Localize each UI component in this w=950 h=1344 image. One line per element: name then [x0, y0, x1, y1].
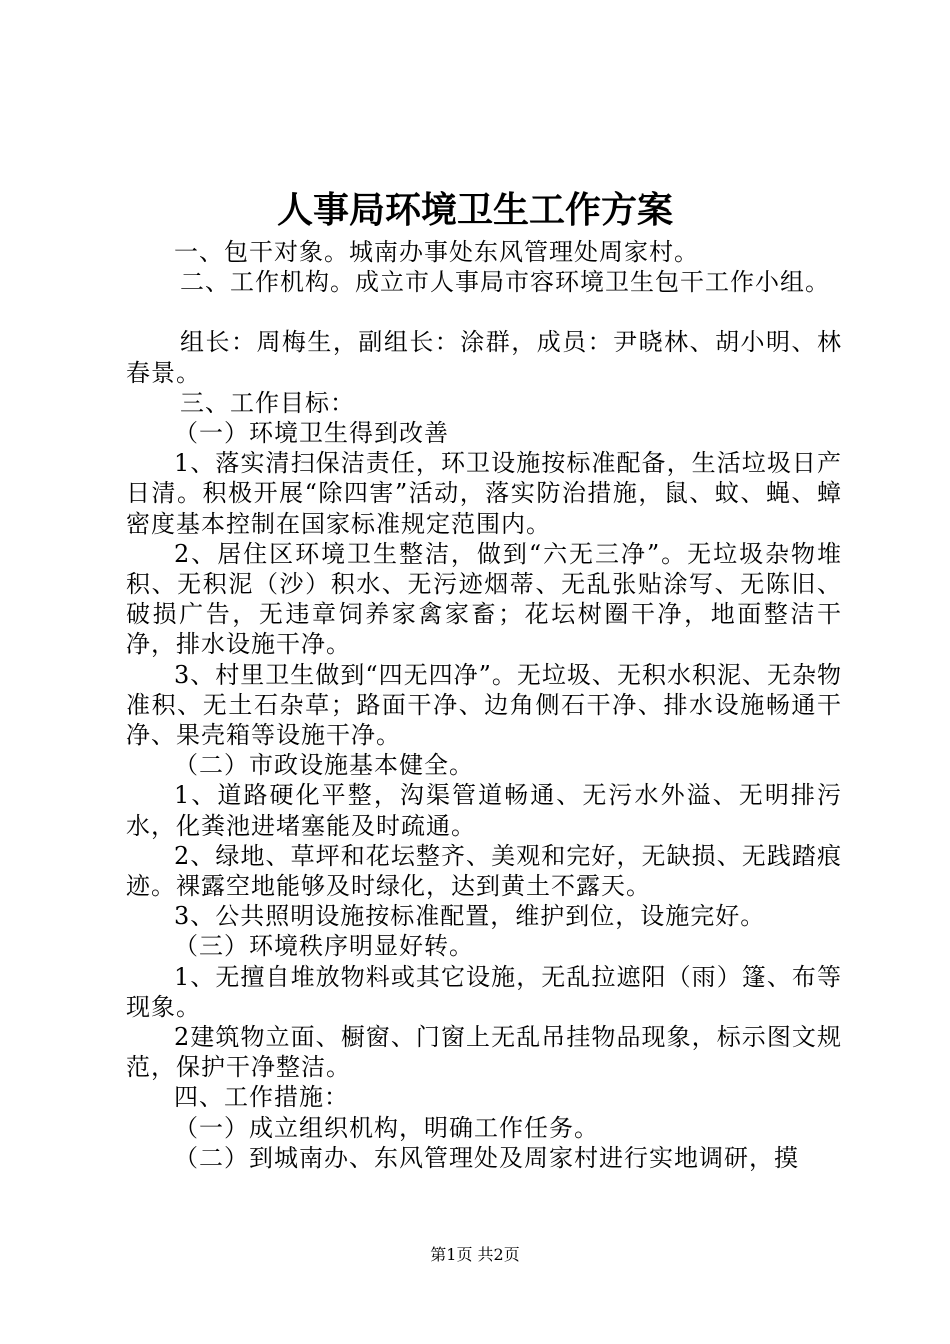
paragraph: 二、工作机构。成立市人事局市容环境卫生包干工作小组。 [180, 268, 830, 297]
document-body [126, 237, 842, 1173]
paragraph: 3、公共照明设施按标准配置，维护到位，设施完好。 [174, 902, 766, 931]
paragraph: 四、工作措施： [174, 1083, 349, 1112]
paragraph: 2、居住区环境卫生整洁，做到“六无三净”。无垃圾杂物堆积、无积泥（沙）积水、无污迹烟蒂、无乱张贴涂写、无陈旧、破损广告，无违章饲养家禽家畜；花坛树圈干净，地面整洁干净，排水设施干净。 [126, 539, 842, 659]
paragraph: 三、工作目标： [180, 388, 355, 417]
paragraph: 2、绿地、草坪和花坛整齐、美观和完好，无缺损、无践踏痕迹。裸露空地能够及时绿化，达到黄土不露天。 [126, 841, 842, 901]
document-title: 人事局环境卫生工作方案 [276, 189, 673, 231]
paragraph: 1、无擅自堆放物料或其它设施，无乱拉遮阳（雨）篷、布等现象。 [126, 962, 842, 1021]
paragraph: 3、村里卫生做到“四无四净”。无垃圾、无积水积泥、无杂物准积、无土石杂草；路面干净、边角侧石干净、排水设施畅通干净、果壳箱等设施干净。 [126, 660, 842, 750]
paragraph: 2建筑物立面、橱窗、门窗上无乱吊挂物品现象，标示图文规范，保护干净整洁。 [126, 1023, 842, 1082]
paragraph: 一、包干对象。城南办事处东风管理处周家村。 [174, 238, 699, 266]
paragraph: 1、道路硬化平整，沟渠管道畅通、无污水外溢、无明排污水，化粪池进堵塞能及时疏通。 [126, 781, 842, 840]
paragraph: （二）到城南办、东风管理处及周家村进行实地调研，摸 [174, 1143, 799, 1172]
paragraph: （一）成立组织机构，明确工作任务。 [174, 1113, 599, 1142]
paragraph: 1、落实清扫保洁责任，环卫设施按标准配备，生活垃圾日产日清。积极开展“除四害”活动，落实防治措施，鼠、蚊、蝇、蟑密度基本控制在国家标准规定范围内。 [126, 449, 842, 538]
paragraph: （三）环境秩序明显好转。 [174, 932, 474, 961]
paragraph: （一）环境卫生得到改善 [174, 419, 449, 448]
blank-line [126, 297, 842, 327]
page-footer: 第1页 共2页 [430, 1245, 520, 1264]
paragraph: 组长：周梅生，副组长：涂群，成员：尹晓林、胡小明、林春景。 [126, 328, 842, 387]
paragraph: （二）市政设施基本健全。 [174, 751, 474, 780]
